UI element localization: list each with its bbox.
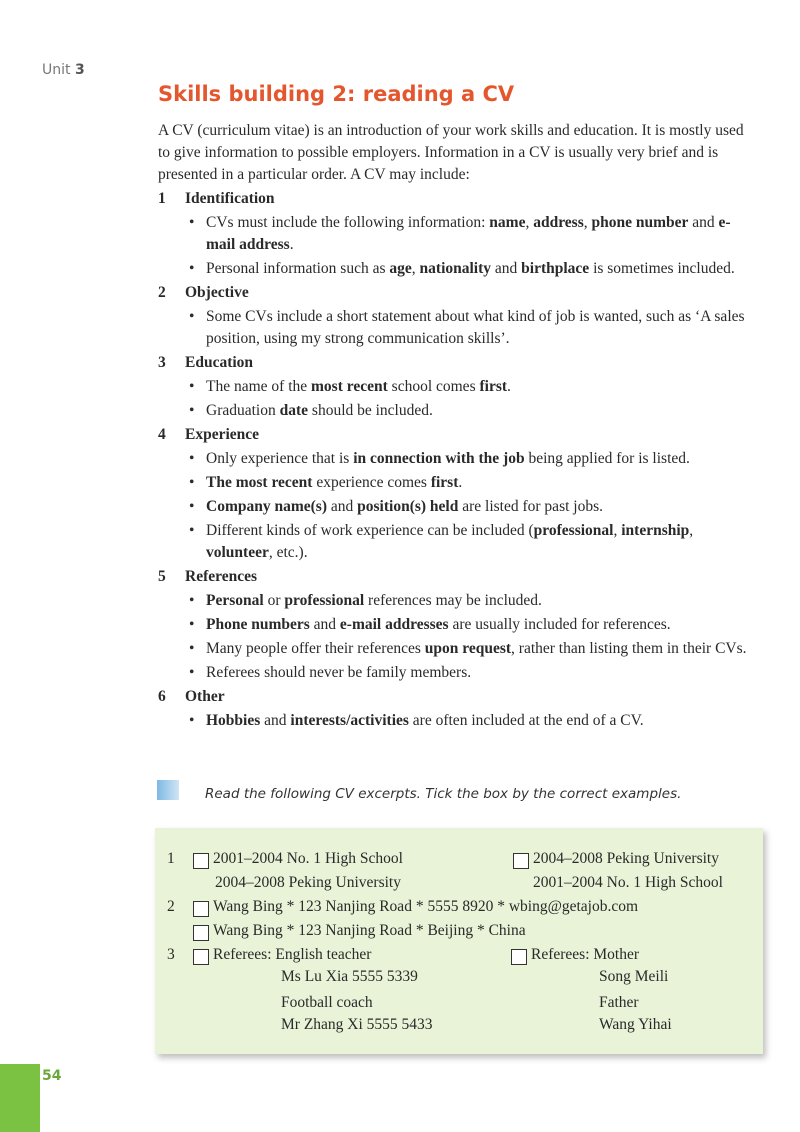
section-number: 2 xyxy=(158,284,166,301)
option-1b-line2: 2001–2004 No. 1 High School xyxy=(533,874,723,891)
page-title: Skills building 2: reading a CV xyxy=(158,82,515,106)
option-3b-role2: Father xyxy=(599,994,639,1011)
option-2a: Wang Bing * 123 Nanjing Road * 5555 8920 * wbing@getajob.com xyxy=(213,898,639,915)
instruction-marker-icon xyxy=(157,780,179,800)
option-2b: Wang Bing * 123 Nanjing Road * Beijing * China xyxy=(213,922,526,939)
bullet-item: • Hobbies and interests/activities are often included at the end of a CV. xyxy=(206,710,758,732)
bullet-list xyxy=(158,710,758,732)
page-number: 54 xyxy=(42,1068,62,1084)
checkbox-3b[interactable] xyxy=(511,949,527,965)
main-content xyxy=(158,120,758,734)
section-title: Identification xyxy=(185,190,275,207)
checkbox-1a[interactable] xyxy=(193,853,209,869)
bullet-list xyxy=(158,376,758,422)
section-heading xyxy=(158,352,758,374)
option-3b-label: Referees: Mother xyxy=(531,946,640,963)
option-3a-name2: Mr Zhang Xi 5555 5433 xyxy=(281,1016,433,1033)
option-3a-label: Referees: English teacher xyxy=(213,946,372,963)
checkbox-2b[interactable] xyxy=(193,925,209,941)
section-title: Experience xyxy=(185,426,260,443)
bullet-item: • Personal or professional references may be included. xyxy=(206,590,758,612)
bullet-list xyxy=(158,590,758,684)
section-title: Objective xyxy=(185,284,249,301)
option-3a-role2: Football coach xyxy=(281,994,373,1011)
bullet-item: • CVs must include the following information: name, address, phone number and e-mail address. xyxy=(206,212,758,256)
intro-paragraph: A CV (curriculum vitae) is an introduction of your work skills and education. It is mostly used to give information to possible employers. Information in a CV is usually very brief and is presented in a particular order. A CV may include: xyxy=(158,122,744,183)
bullet-item: • Only experience that is in connection with the job being applied for is listed. xyxy=(206,448,758,470)
exercise-number: 2 xyxy=(167,898,175,915)
option-3b-name1: Song Meili xyxy=(599,968,669,985)
bullet-item: • The name of the most recent school comes first. xyxy=(206,376,758,398)
option-1b-line1: 2004–2008 Peking University xyxy=(533,850,719,867)
bullet-item: • Different kinds of work experience can be included (professional, internship, volunteer, etc.). xyxy=(206,520,758,564)
bullet-item: • Graduation date should be included. xyxy=(206,400,758,422)
bullet-item: • Phone numbers and e-mail addresses are usually included for references. xyxy=(206,614,758,636)
bullet-item: • Referees should never be family members. xyxy=(206,662,758,684)
section-heading xyxy=(158,188,758,210)
exercise-number: 3 xyxy=(167,946,175,963)
section-number: 3 xyxy=(158,354,166,371)
section-title: Other xyxy=(185,688,225,705)
checkbox-3a[interactable] xyxy=(193,949,209,965)
section-number: 6 xyxy=(158,688,166,705)
section-number: 4 xyxy=(158,426,166,443)
instruction-text: Read the following CV excerpts. Tick the box by the correct examples. xyxy=(205,786,682,802)
bullet-item: • Company name(s) and position(s) held are listed for past jobs. xyxy=(206,496,758,518)
section-title: Education xyxy=(185,354,254,371)
section-heading xyxy=(158,424,758,446)
checkbox-1b[interactable] xyxy=(513,853,529,869)
exercise-number: 1 xyxy=(167,850,175,867)
unit-label xyxy=(42,62,85,78)
option-1a-line2: 2004–2008 Peking University xyxy=(215,874,401,891)
unit-word: Unit xyxy=(42,62,71,78)
option-3b-name2: Wang Yihai xyxy=(599,1016,672,1033)
section-number: 1 xyxy=(158,190,166,207)
option-3a-name1: Ms Lu Xia 5555 5339 xyxy=(281,968,418,985)
bullet-list xyxy=(158,212,758,280)
bullet-item: • Some CVs include a short statement about what kind of job is wanted, such as ‘A sales position, using my strong communication skills’. xyxy=(206,306,758,350)
section-heading xyxy=(158,282,758,304)
bullet-list xyxy=(158,448,758,564)
page-tab xyxy=(0,1064,40,1132)
section-heading xyxy=(158,686,758,708)
section-number: 5 xyxy=(158,568,166,585)
bullet-item: • Many people offer their references upon request, rather than listing them in their CVs. xyxy=(206,638,758,660)
bullet-item: • Personal information such as age, nationality and birthplace is sometimes included. xyxy=(206,258,758,280)
checkbox-2a[interactable] xyxy=(193,901,209,917)
section-heading xyxy=(158,566,758,588)
section-title: References xyxy=(185,568,258,585)
bullet-list xyxy=(158,306,758,350)
exercise-panel xyxy=(155,828,763,1054)
bullet-item: • The most recent experience comes first. xyxy=(206,472,758,494)
option-1a-line1: 2001–2004 No. 1 High School xyxy=(213,850,403,867)
unit-number: 3 xyxy=(74,62,85,78)
